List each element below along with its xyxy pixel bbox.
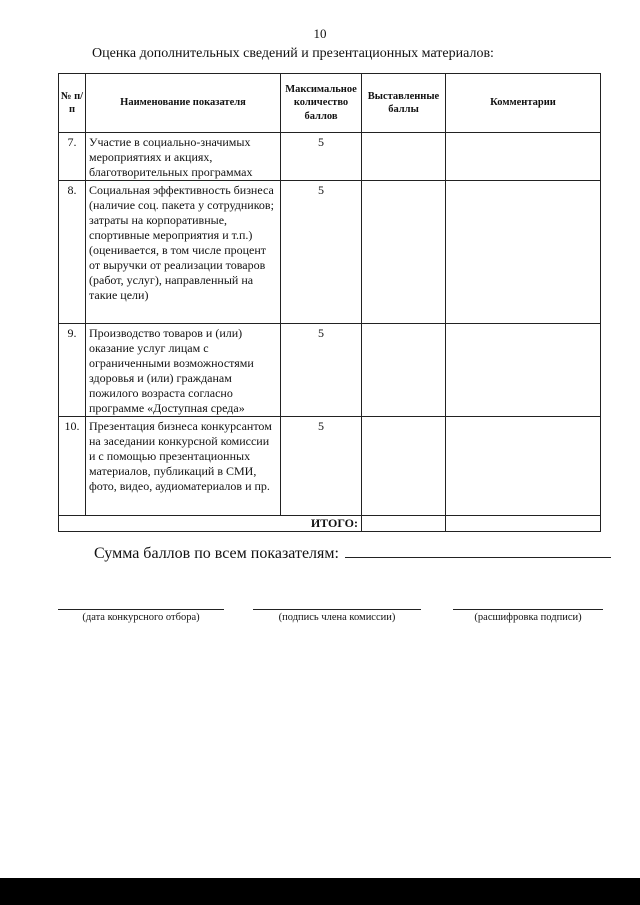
total-label: ИТОГО: [59, 516, 362, 532]
signature-line[interactable] [253, 609, 421, 610]
row-comment[interactable] [446, 324, 601, 417]
header-name: Наименование показателя [86, 74, 281, 133]
header-max: Максимальное количество баллов [281, 74, 362, 133]
header-comment: Комментарии [446, 74, 601, 133]
date-signature-line[interactable] [58, 609, 224, 610]
total-given[interactable] [362, 516, 446, 532]
row-max: 5 [281, 181, 362, 324]
signature-caption: (подпись члена комиссии) [278, 612, 396, 623]
row-num: 10. [59, 417, 86, 516]
sum-input-line[interactable] [345, 543, 611, 558]
sum-label: Сумма баллов по всем показателям: [94, 545, 339, 562]
row-name: Социальная эффективность бизнеса (наличие соц. пакета у сотрудников; затраты на корпоративные, спортивные мероприятия и т.п.) (оценивается, в том числе процент от выручки от реализации товаров (работ, услуг), направленный на такие цели) [86, 181, 281, 324]
decode-signature-line[interactable] [453, 609, 603, 610]
total-comment[interactable] [446, 516, 601, 532]
header-given: Выставленные баллы [362, 74, 446, 133]
decode-caption: (расшифровка подписи) [474, 612, 582, 623]
table-row [59, 324, 601, 417]
row-comment[interactable] [446, 417, 601, 516]
score-table [58, 73, 601, 532]
row-max: 5 [281, 417, 362, 516]
row-num: 9. [59, 324, 86, 417]
total-row [59, 516, 601, 532]
row-name: Производство товаров и (или) оказание услуг лицам с ограниченными возможностями здоровья и (или) гражданам пожилого возраста согласно программе «Доступная среда» [86, 324, 281, 417]
row-name: Презентация бизнеса конкурсантом на заседании конкурсной комиссии и с помощью презентационных материалов, публикаций в СМИ, фото, видео, аудиоматериалов и пр. [86, 417, 281, 516]
row-comment[interactable] [446, 181, 601, 324]
header-num: № п/п [59, 74, 86, 133]
page-number: 10 [313, 26, 327, 41]
table-row [59, 417, 601, 516]
section-title: Оценка дополнительных сведений и презентационных материалов: [92, 46, 494, 61]
row-max: 5 [281, 133, 362, 181]
row-max: 5 [281, 324, 362, 417]
row-given[interactable] [362, 133, 446, 181]
row-num: 8. [59, 181, 86, 324]
row-given[interactable] [362, 417, 446, 516]
sum-line [94, 543, 611, 563]
table-row [59, 181, 601, 324]
table-header-row [59, 74, 601, 133]
table-row [59, 133, 601, 181]
row-name: Участие в социально-значимых мероприятиях и акциях, благотворительных программах [86, 133, 281, 181]
row-num: 7. [59, 133, 86, 181]
row-comment[interactable] [446, 133, 601, 181]
row-given[interactable] [362, 181, 446, 324]
row-given[interactable] [362, 324, 446, 417]
scan-border [0, 878, 640, 905]
date-caption: (дата конкурсного отбора) [82, 612, 200, 623]
